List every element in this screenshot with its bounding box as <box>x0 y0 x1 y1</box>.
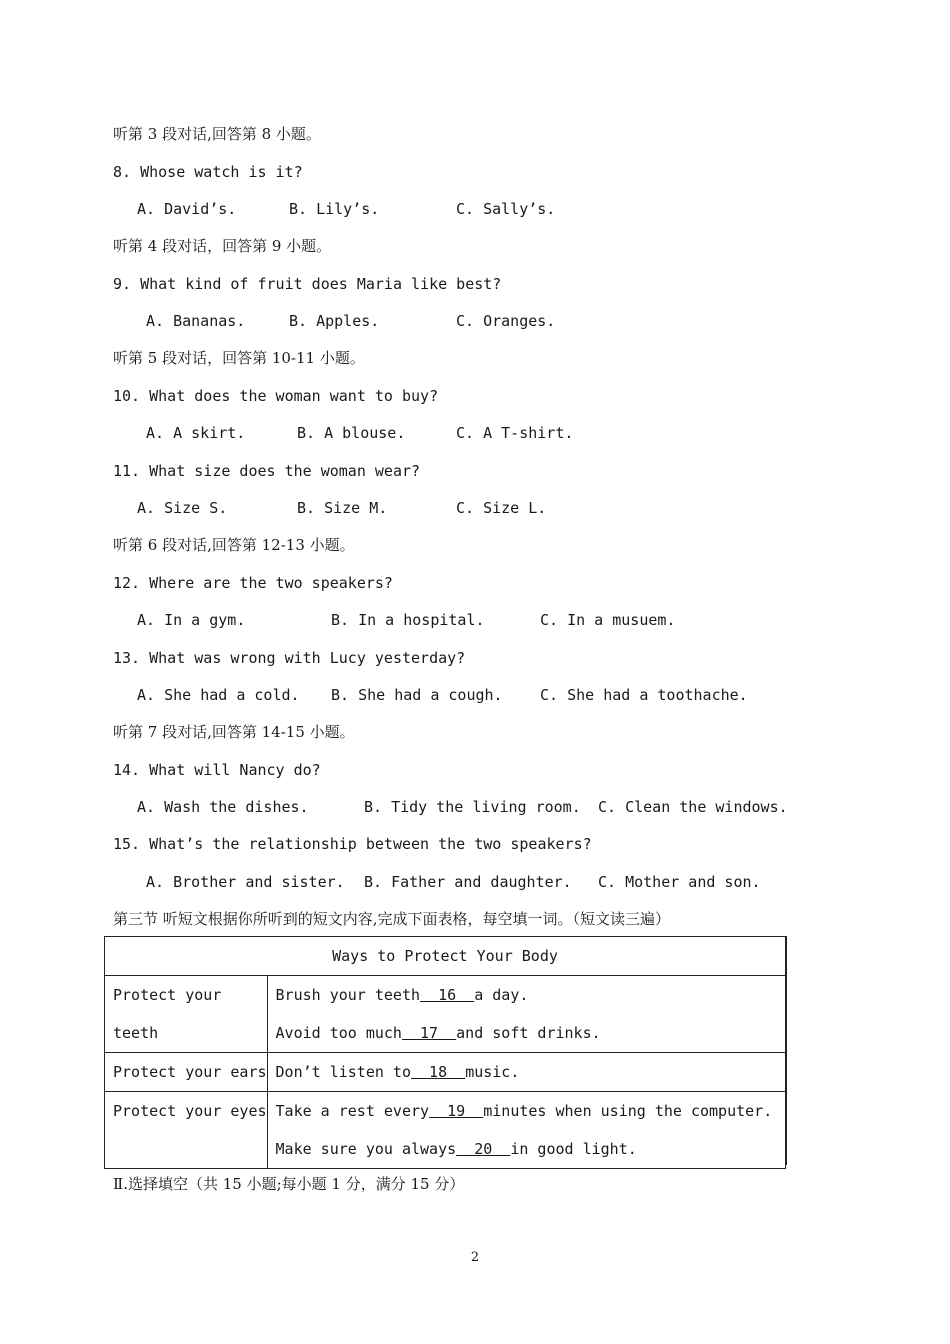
option-a: A. Bananas. <box>146 312 246 330</box>
option-a: A. Wash the dishes. <box>137 798 309 816</box>
section-heading: 听第 5 段对话，回答第 10-11 小题。 <box>113 349 365 367</box>
question: 8. Whose watch is it? <box>113 163 303 181</box>
question: 12. Where are the two speakers? <box>113 574 393 592</box>
text: Take a rest every <box>275 1102 430 1120</box>
option-c: C. In a musuem. <box>540 611 676 629</box>
text: music. <box>465 1063 520 1081</box>
option-b: B. Father and daughter. <box>364 873 572 891</box>
text: and soft drinks. <box>456 1024 601 1042</box>
option-b: B. She had a cough. <box>331 686 503 704</box>
question: 13. What was wrong with Lucy yesterday? <box>113 649 466 667</box>
blank-16: 16 <box>420 986 475 1004</box>
question: 11. What size does the woman wear? <box>113 462 421 480</box>
content-line <box>276 1130 785 1168</box>
section-heading: 听第 4 段对话，回答第 9 小题。 <box>113 237 332 255</box>
text: Don’t listen to <box>275 1063 411 1081</box>
row-label: Protect your eyes <box>113 1102 267 1120</box>
row-label: teeth <box>113 1024 159 1042</box>
option-a: A. In a gym. <box>137 611 246 629</box>
row-content-cell <box>267 976 785 1053</box>
option-c: C. A T-shirt. <box>456 424 574 442</box>
blank-17: 17 <box>401 1024 457 1042</box>
section-heading: 听第 3 段对话,回答第 8 小题。 <box>113 125 321 143</box>
text: a day. <box>474 986 529 1004</box>
option-c: C. Clean the windows. <box>598 798 788 816</box>
row-content-cell <box>267 1092 785 1169</box>
content-line <box>276 1092 785 1130</box>
option-c: C. She had a toothache. <box>540 686 748 704</box>
table-right-border <box>786 936 787 1165</box>
content-line <box>276 1014 785 1052</box>
blank-19: 19 <box>429 1102 484 1120</box>
text: Brush your teeth <box>275 986 421 1004</box>
option-a: A. A skirt. <box>146 424 246 442</box>
blank-20: 20 <box>456 1140 511 1158</box>
page-number: 2 <box>470 1250 480 1265</box>
protect-body-table <box>104 936 786 1169</box>
content-line <box>276 976 785 1014</box>
question: 15. What’s the relationship between the two speakers? <box>113 835 592 853</box>
text: minutes when using the computer. <box>483 1102 773 1120</box>
table-title-cell <box>105 937 786 976</box>
blank-18: 18 <box>411 1063 466 1081</box>
row-label-cell <box>105 976 268 1053</box>
option-b: B. Lily’s. <box>289 200 380 218</box>
text: Make sure you always <box>275 1140 457 1158</box>
option-c: C. Sally’s. <box>456 200 556 218</box>
part2-heading: Ⅱ.选择填空（共 15 小题;每小题 1 分，满分 15 分） <box>113 1175 465 1193</box>
row-content-cell <box>267 1053 785 1092</box>
section-heading: 听第 6 段对话,回答第 12-13 小题。 <box>113 536 355 554</box>
option-b: B. Tidy the living room. <box>364 798 581 816</box>
option-c: C. Mother and son. <box>598 873 761 891</box>
text: Avoid too much <box>275 1024 402 1042</box>
row-label: Protect your <box>113 986 222 1004</box>
option-b: B. In a hospital. <box>331 611 485 629</box>
option-c: C. Size L. <box>456 499 547 517</box>
row-label: Protect your ears <box>113 1063 267 1081</box>
row-label-cell <box>105 1092 268 1169</box>
section-heading: 听第 7 段对话,回答第 14-15 小题。 <box>113 723 355 741</box>
option-a: A. Brother and sister. <box>146 873 345 891</box>
part3-heading: 第三节 听短文根据你所听到的短文内容,完成下面表格，每空填一词。（短文读三遍） <box>113 910 671 928</box>
question: 9. What kind of fruit does Maria like best? <box>113 275 502 293</box>
option-c: C. Oranges. <box>456 312 556 330</box>
option-a: A. Size S. <box>137 499 228 517</box>
text: in good light. <box>510 1140 637 1158</box>
option-b: B. A blouse. <box>297 424 406 442</box>
option-b: B. Apples. <box>289 312 380 330</box>
option-b: B. Size M. <box>297 499 388 517</box>
option-a: A. David’s. <box>137 200 237 218</box>
table-title: Ways to Protect Your Body <box>332 947 558 965</box>
option-a: A. She had a cold. <box>137 686 300 704</box>
content-line <box>276 1053 785 1091</box>
row-label-cell <box>105 1053 268 1092</box>
question: 14. What will Nancy do? <box>113 761 321 779</box>
question: 10. What does the woman want to buy? <box>113 387 439 405</box>
